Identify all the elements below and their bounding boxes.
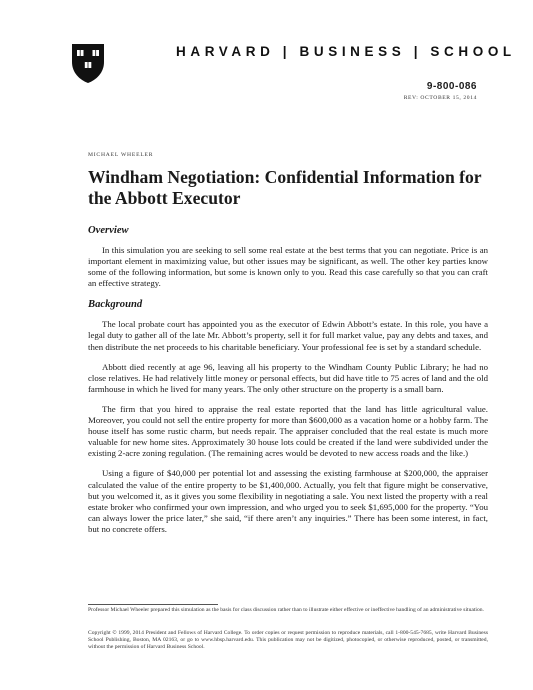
paragraph: In this simulation you are seeking to sell some real estate at the best terms that you can negotiate. Price is an important element in maximizing value, but other issues may be significant, as well. The other key parties know some of the following information, but some is known only to you. Read this case carefully so that you can craft an effective strategy. <box>88 245 488 289</box>
section-heading-overview: Overview <box>88 225 129 236</box>
footnote-copyright: Copyright © 1999, 2014 President and Fellows of Harvard College. To order copies or request permission to reproduce materials, call 1-800-545-7685, write Harvard Business School Publishing, Boston, MA 02163, or go to www.hbsp.harvard.edu. This publication may not be digitized, photocopied, or otherwise reproduced, posted, or transmitted, without the permission of Harvard Business School. <box>88 630 488 651</box>
case-number: 9-800-086 <box>426 81 477 92</box>
author-name: MICHAEL WHEELER <box>88 152 154 158</box>
harvard-veritas-shield-icon <box>70 42 106 84</box>
document-body <box>88 224 488 544</box>
section-heading-background: Background <box>88 299 143 311</box>
paragraph: Using a figure of $40,000 per potential lot and assessing the existing farmhouse at $200,000, the appraiser calculated the value of the entire property to be $1,400,000. Actually, you felt that figure might be conservative, but you welcomed it, as it gives you some flexibility in negotiating a sale. You next listed the property with a real estate broker who confirmed your own impression, and who urged you to seek $1,695,000 for the property. “You can always lower the price later,” she said, “if there aren’t any inquiries.” There has been some interest, in fact, but no concrete offers. <box>88 468 488 534</box>
revision-date: REV: OCTOBER 15, 2014 <box>403 95 477 101</box>
footnote-divider <box>88 604 218 605</box>
school-name: HARVARD | BUSINESS | SCHOOL <box>176 44 516 59</box>
paragraph: The firm that you hired to appraise the real estate reported that the land has little agricultural value. Moreover, you could not sell the entire property for more than $600,000 as a vacation home or a hobby farm. The house itself has some rustic charm, but needs repair. The appraiser concluded that the real estate is much more valuable for new home sites. Approximately 30 house lots could be created if the land were subdivided under the existing 2-acre zoning regulation. (The remaining acres would be devoted to new access roads and the like.) <box>88 403 488 459</box>
paragraph: The local probate court has appointed you as the executor of Edwin Abbott’s estate. In this role, you have a legal duty to gather all of the late Mr. Abbott’s property, sell it for full market value, pay any debts and taxes, and then distribute the net proceeds to his charitable beneficiary. Your professional fee is set by a standard schedule. <box>88 319 488 352</box>
paragraph: Abbott died recently at age 96, leaving all his property to the Windham County Public Library; he had no close relatives. He had relatively little money or personal effects, but did have title to 75 acres of land and the old farmhouse in which he lived for many years. The only other structure on the property is a small barn. <box>88 361 488 394</box>
footnote-authorship: Professor Michael Wheeler prepared this simulation as the basis for class discussion rather than to illustrate either effective or ineffective handling of an administrative situation. <box>88 607 484 613</box>
document-title: Windham Negotiation: Confidential Information for the Abbott Executor <box>88 167 482 208</box>
